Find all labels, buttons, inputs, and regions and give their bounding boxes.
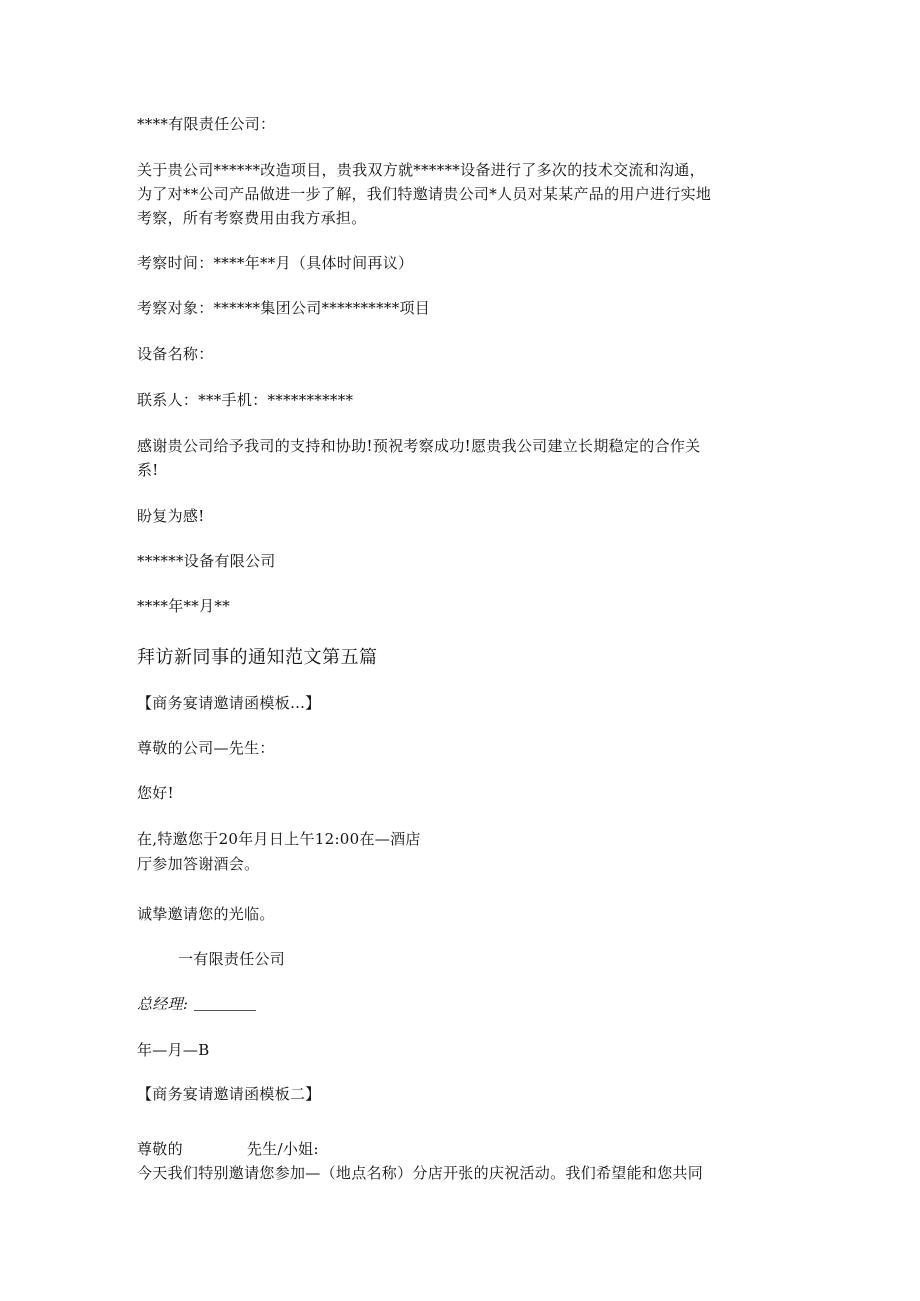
manager-label: 总经理:: [137, 995, 189, 1013]
salutation-suffix: 先生/小姐:: [246, 1140, 319, 1158]
letter-body-line-3: 考察，所有考察费用由我方承担。: [137, 209, 367, 227]
signature-blank: [194, 996, 256, 1011]
inspection-target: 考察对象：******集团公司**********项目: [137, 299, 431, 317]
closing-phrase: 盼复为感!: [137, 507, 205, 525]
template2-body-line-1: 今天我们特别邀请您参加—（地点名称）分店开张的庆祝活动。我们希望能和您共同: [137, 1164, 704, 1182]
template1-body-line-2: 厅参加答谢酒会。: [137, 855, 260, 873]
contact-info: 联系人：***手机：***********: [137, 391, 354, 409]
template2-title: 【商务宴请邀请函模板二】: [137, 1085, 321, 1103]
template1-company: 一有限责任公司: [178, 950, 286, 968]
thanks-line-2: 系!: [137, 461, 159, 479]
letter-signature: ******设备有限公司: [137, 552, 276, 570]
letter-date: ****年**月**: [137, 597, 231, 615]
template2-salutation: [137, 1139, 319, 1159]
template1-greeting: 您好!: [137, 784, 174, 802]
template1-title: 【商务宴请邀请函模板…】: [137, 694, 321, 712]
salutation-prefix: 尊敬的: [137, 1140, 183, 1158]
equipment-name: 设备名称：: [137, 345, 214, 363]
letter-body-line-1: 关于贵公司******改造项目，贵我双方就******设备进行了多次的技术交流和沟通，: [137, 161, 705, 179]
thanks-line-1: 感谢贵公司给予我司的支持和协助!预祝考察成功!愿贵我公司建立长期稳定的合作关: [137, 437, 701, 455]
letter-salutation: ****有限责任公司：: [137, 115, 276, 133]
letter-body-line-2: 为了对**公司产品做进一步了解，我们特邀请贵公司*人员对某某产品的用户进行实地: [137, 185, 712, 203]
section-title: 拜访新同事的通知范文第五篇: [137, 647, 378, 668]
inspection-time: 考察时间：****年**月（具体时间再议）: [137, 254, 414, 272]
template1-manager-line: [137, 994, 256, 1014]
template1-salutation: 尊敬的公司—先生：: [137, 739, 275, 757]
template1-date: 年—月—B: [137, 1041, 210, 1059]
template1-body-line-1: 在,特邀您于20年月日上午12:00在—酒店: [137, 830, 421, 848]
template1-invite: 诚挚邀请您的光临。: [137, 905, 275, 923]
